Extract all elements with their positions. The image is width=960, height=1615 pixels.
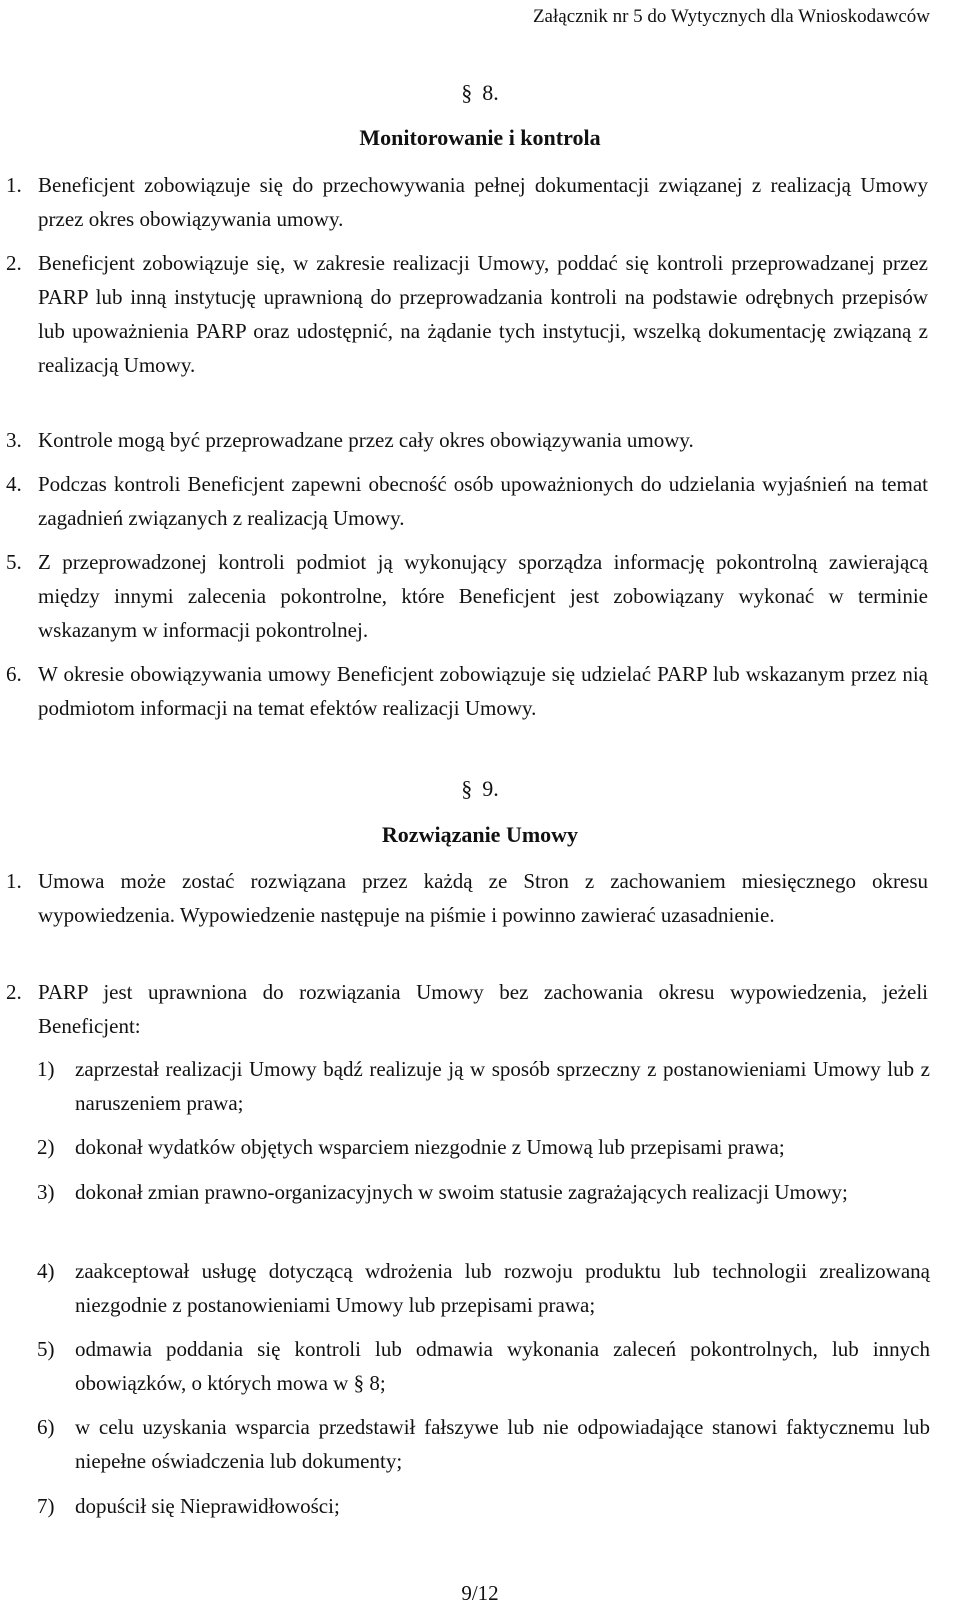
sub-list-item [37,1175,930,1209]
list-item [6,467,928,535]
item-text: Umowa może zostać rozwiązana przez każdą ze Stron z zachowaniem miesięcznego okresu wypowiedzenia. Wypowiedzenie następuje na piśmie i powinno zawierać uzasadnienie. [38,869,928,927]
section-sign: § [461,776,473,801]
sub-list-item [37,1052,930,1120]
item-text: Kontrole mogą być przeprowadzane przez cały okres obowiązywania umowy. [38,428,694,452]
sub-item-number: 6) [37,1415,55,1439]
list-item [6,246,928,382]
item-number: 4. [6,472,22,496]
item-number: 1. [6,869,22,893]
sub-item-number: 1) [37,1057,55,1081]
sub-item-number: 3) [37,1180,55,1204]
section-sign: § [461,80,473,105]
section-8-heading [0,80,960,106]
sub-list-item [37,1410,930,1478]
sub-item-text: dopuścił się Nieprawidłowości; [75,1494,340,1518]
page-header: Załącznik nr 5 do Wytycznych dla Wnioskodawców [532,6,930,27]
item-text: W okresie obowiązywania umowy Beneficjent zobowiązuje się udzielać PARP lub wskazanym przez nią podmiotom informacji na temat efektów realizacji Umowy. [38,662,928,720]
list-item [6,423,928,457]
sub-item-text: odmawia poddania się kontroli lub odmawia wykonania zaleceń pokontrolnych, lub innych obowiązków, o których mowa w § 8; [75,1337,930,1395]
sub-list-item [37,1489,930,1523]
item-text: Beneficjent zobowiązuje się, w zakresie realizacji Umowy, poddać się kontroli przeprowadzanej przez PARP lub inną instytucję uprawnioną do przeprowadzania kontroli na podstawie odrębnych przepisów lub upoważnienia PARP oraz udostępnić, na żądanie tych instytucji, wszelką dokumentację związaną z realizacją Umowy. [38,251,928,377]
item-number: 6. [6,662,22,686]
sub-item-number: 2) [37,1135,55,1159]
list-item [6,864,928,932]
sub-item-text: dokonał zmian prawno-organizacyjnych w swoim statusie zagrażających realizacji Umowy; [75,1180,848,1204]
sub-item-text: w celu uzyskania wsparcia przedstawił fałszywe lub nie odpowiadające stanowi faktycznemu lub niepełne oświadczenia lub dokumenty; [75,1415,930,1473]
sub-item-number: 7) [37,1494,55,1518]
sub-item-text: zaprzestał realizacji Umowy bądź realizuje ją w sposób sprzeczny z postanowieniami Umowy lub z naruszeniem prawa; [75,1057,930,1115]
section-9-title: Rozwiązanie Umowy [381,822,579,847]
sub-list-item [37,1332,930,1400]
item-number: 2. [6,980,22,1004]
item-number: 1. [6,173,22,197]
item-text: Podczas kontroli Beneficjent zapewni obecność osób upoważnionych do udzielania wyjaśnień na temat zagadnień związanych z realizacją Umowy. [38,472,928,530]
sub-list-item [37,1130,930,1164]
item-number: 5. [6,550,22,574]
section-8-title: Monitorowanie i kontrola [359,125,601,150]
sub-item-number: 5) [37,1337,55,1361]
list-item [6,975,928,1043]
sub-item-text: dokonał wydatków objętych wsparciem niezgodnie z Umową lub przepisami prawa; [75,1135,785,1159]
item-number: 3. [6,428,22,452]
list-item [6,168,928,236]
item-number: 2. [6,251,22,275]
sub-item-text: zaakceptował usługę dotyczącą wdrożenia lub rozwoju produktu lub technologii zrealizowaną niezgodnie z postanowieniami Umowy lub przepisami prawa; [75,1259,930,1317]
sub-list-item [37,1254,930,1322]
list-item [6,545,928,647]
section-number: 8. [482,80,499,105]
item-text: PARP jest uprawniona do rozwiązania Umowy bez zachowania okresu wypowiedzenia, jeżeli Beneficjent: [38,980,928,1038]
item-text: Z przeprowadzonej kontroli podmiot ją wykonujący sporządza informację pokontrolną zawierającą między innymi zalecenia pokontrolne, które Beneficjent jest zobowiązany wykonać w terminie wskazanym w informacji pokontrolnej. [38,550,928,642]
item-text: Beneficjent zobowiązuje się do przechowywania pełnej dokumentacji związanej z realizacją Umowy przez okres obowiązywania umowy. [38,173,928,231]
section-9-heading [0,776,960,802]
list-item [6,657,928,725]
page-number: 9/12 [461,1581,499,1605]
section-number: 9. [482,776,499,801]
sub-item-number: 4) [37,1259,55,1283]
